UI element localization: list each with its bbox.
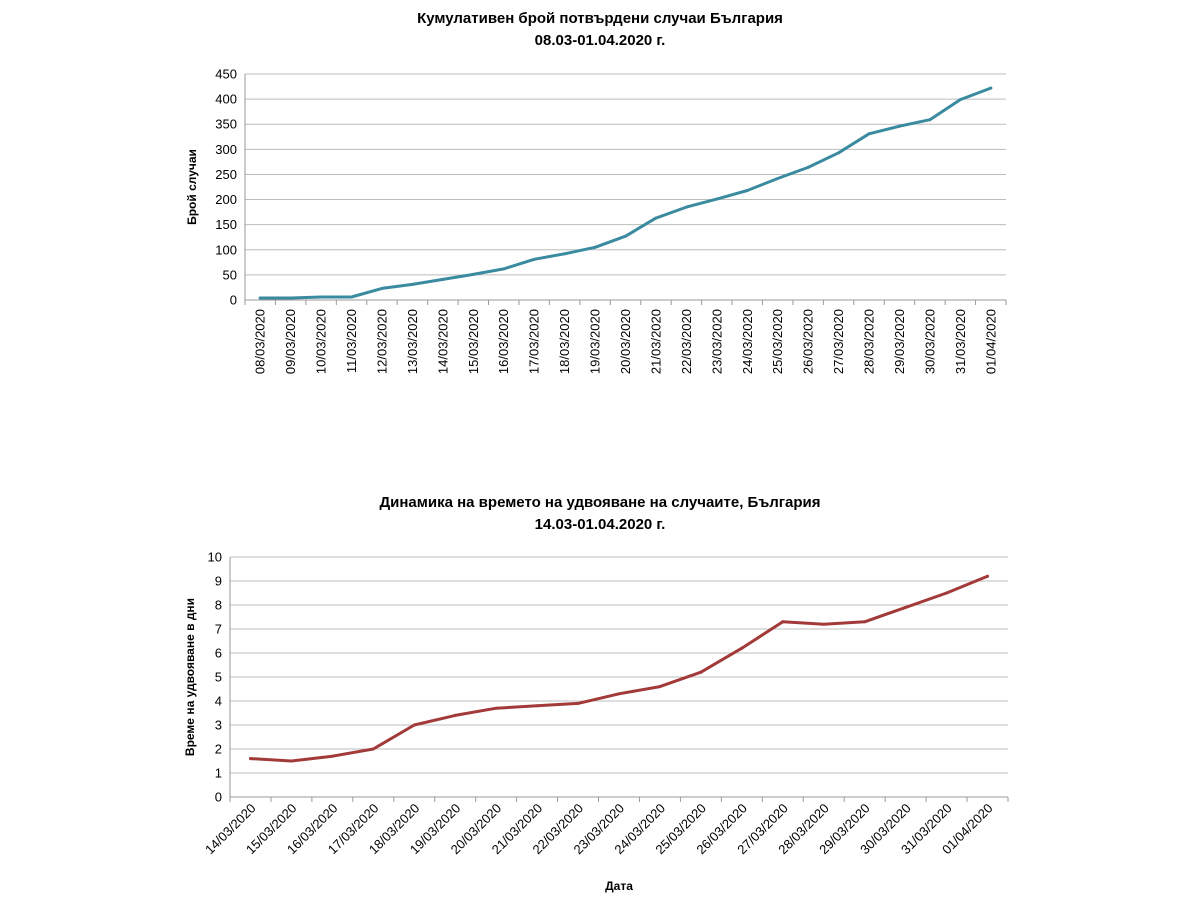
chart1-data-point [441,278,444,281]
chart1-x-tick-label: 10/03/2020 [313,309,329,375]
chart2-y-tick-label: 1 [214,765,222,781]
chart2-series-line [251,576,988,761]
chart1-data-point [320,295,323,298]
chart1-data-point [624,235,627,238]
chart1-data-point [594,246,597,249]
chart1-data-point [411,283,414,286]
chart1-data-point [563,252,566,255]
chart1-x-tick-label: 30/03/2020 [922,309,938,375]
chart2-data-point [331,755,334,758]
chart2-data-point [658,685,661,688]
chart1-data-point [502,267,505,270]
chart1-data-point [959,98,962,101]
chart2-x-tick-label: 16/03/2020 [283,800,341,858]
chart2-data-point [986,575,989,578]
chart1-x-tick-label: 16/03/2020 [496,309,512,375]
chart2-x-tick-label: 27/03/2020 [734,800,791,858]
chart1-x-tick-label: 12/03/2020 [374,309,390,375]
chart1-y-tick-label: 300 [215,141,237,157]
chart1-data-point [868,132,871,135]
chart1-data-point [472,273,475,276]
chart1-series-line [260,88,991,298]
chart1-x-tick-label: 09/03/2020 [283,309,299,375]
chart1-x-tick-label: 18/03/2020 [557,309,573,375]
chart1-x-tick-label: 15/03/2020 [465,309,481,375]
chart1-data-point [350,295,353,298]
chart2-data-point [536,704,539,707]
chart1-data-point [807,166,810,169]
chart2-y-tick-label: 10 [207,549,222,565]
chart1-x-tick-label: 24/03/2020 [739,309,755,375]
chart2-data-point [904,606,907,609]
chart1-x-tick-label: 22/03/2020 [678,309,694,375]
chart2-data-point [495,707,498,710]
chart1-x-tick-label: 17/03/2020 [526,309,542,375]
chart1-x-tick-label: 11/03/2020 [344,309,360,374]
chart2-y-tick-label: 3 [214,717,222,733]
chart1-data-point [837,151,840,154]
chart2-x-tick-label: 30/03/2020 [857,800,914,858]
chart2-x-axis-label: Дата [605,879,633,893]
chart2-x-tick-label: 20/03/2020 [447,800,505,858]
chart2-x-tick-label: 23/03/2020 [570,800,628,858]
chart1-x-tick-label: 14/03/2020 [435,309,451,375]
chart2-data-point [249,757,252,760]
chart2-x-tick-label: 28/03/2020 [775,800,832,858]
chart1-data-point [654,217,657,220]
chart2-data-point [618,692,621,695]
chart1-data-point [715,198,718,201]
chart2-x-tick-label: 18/03/2020 [365,800,423,858]
chart1-y-tick-label: 450 [215,66,237,82]
chart2-data-point [577,702,580,705]
chart2-data-point [945,592,948,595]
chart1-data-point [776,177,779,180]
chart1-y-tick-label: 100 [215,242,237,258]
chart2-x-tick-label: 17/03/2020 [324,800,382,858]
chart1-y-tick-label: 150 [215,217,237,233]
chart2-y-axis-label: Време на удвояване в дни [183,597,197,757]
chart2-x-tick-label: 22/03/2020 [529,800,587,858]
chart1-data-point [533,258,536,261]
chart1-data-point [259,296,262,299]
chart2-data-point [372,748,375,751]
chart1-y-tick-label: 0 [229,292,237,308]
chart1-x-tick-label: 01/04/2020 [983,309,999,375]
chart1-subtitle: 08.03-01.04.2020 г. [534,32,666,49]
chart2-x-tick-label: 26/03/2020 [693,800,750,858]
chart1-title: Кумулативен брой потвърдени случаи България [417,10,783,27]
chart1-y-axis-label: Брой случаи [185,149,199,225]
chart2-data-point [454,714,457,717]
chart2-x-tick-label: 19/03/2020 [406,800,464,858]
chart2-y-tick-label: 7 [214,621,222,637]
chart1-data-point [928,118,931,121]
chart2-data-point [740,647,743,650]
chart2-x-tick-label: 15/03/2020 [242,800,300,858]
chart2-y-tick-label: 4 [214,693,222,709]
chart1-data-point [746,189,749,192]
chart1-y-tick-label: 400 [215,91,237,107]
chart2-data-point [781,620,784,623]
chart2-y-tick-label: 9 [214,573,222,589]
chart1-x-tick-label: 13/03/2020 [404,309,420,375]
chart1-data-point [989,87,992,90]
chart1-x-tick-label: 31/03/2020 [952,309,968,375]
chart1-x-tick-label: 20/03/2020 [618,309,633,375]
chart1-data-point [685,206,688,209]
chart1-data-point [898,125,901,128]
chart2-y-tick-label: 2 [214,741,222,757]
chart2-y-tick-label: 8 [214,597,222,613]
chart2-x-tick-label: 24/03/2020 [611,800,669,858]
chart2-y-tick-label: 5 [214,669,222,685]
chart1-x-tick-label: 08/03/2020 [252,309,268,375]
chart2-data-point [413,724,416,727]
chart1-x-tick-label: 29/03/2020 [891,309,907,375]
chart2-y-tick-label: 6 [214,645,222,661]
chart2-x-tick-label: 21/03/2020 [488,800,546,858]
chart1-data-point [380,287,383,290]
chart2-title: Динамика на времето на удвояване на случаите, България [379,494,821,511]
chart2-subtitle: 14.03-01.04.2020 г. [534,516,666,533]
chart1-y-tick-label: 250 [215,166,237,182]
chart2-y-tick-label: 0 [214,789,222,805]
chart1-x-tick-label: 19/03/2020 [587,309,603,375]
chart2-data-point [863,620,866,623]
chart2-x-tick-label: 01/04/2020 [939,800,996,858]
chart2-x-tick-label: 31/03/2020 [898,800,955,858]
chart1-x-tick-label: 21/03/2020 [648,309,664,375]
chart1-y-tick-label: 200 [215,192,237,208]
chart1-x-tick-label: 23/03/2020 [709,309,725,375]
chart2-data-point [290,760,293,763]
chart1-x-tick-label: 27/03/2020 [831,309,847,375]
chart1-y-tick-label: 350 [215,116,237,132]
chart2-x-tick-label: 25/03/2020 [652,800,710,858]
chart2-data-point [699,671,702,674]
chart2-x-tick-label: 14/03/2020 [201,800,259,858]
chart1-x-tick-label: 25/03/2020 [770,309,786,375]
chart1-x-tick-label: 28/03/2020 [861,309,877,375]
chart1-x-tick-label: 26/03/2020 [800,309,816,375]
chart1-data-point [289,296,292,299]
chart2-data-point [822,623,825,626]
chart1-y-tick-label: 50 [222,267,237,283]
chart2-x-tick-label: 29/03/2020 [816,800,873,858]
